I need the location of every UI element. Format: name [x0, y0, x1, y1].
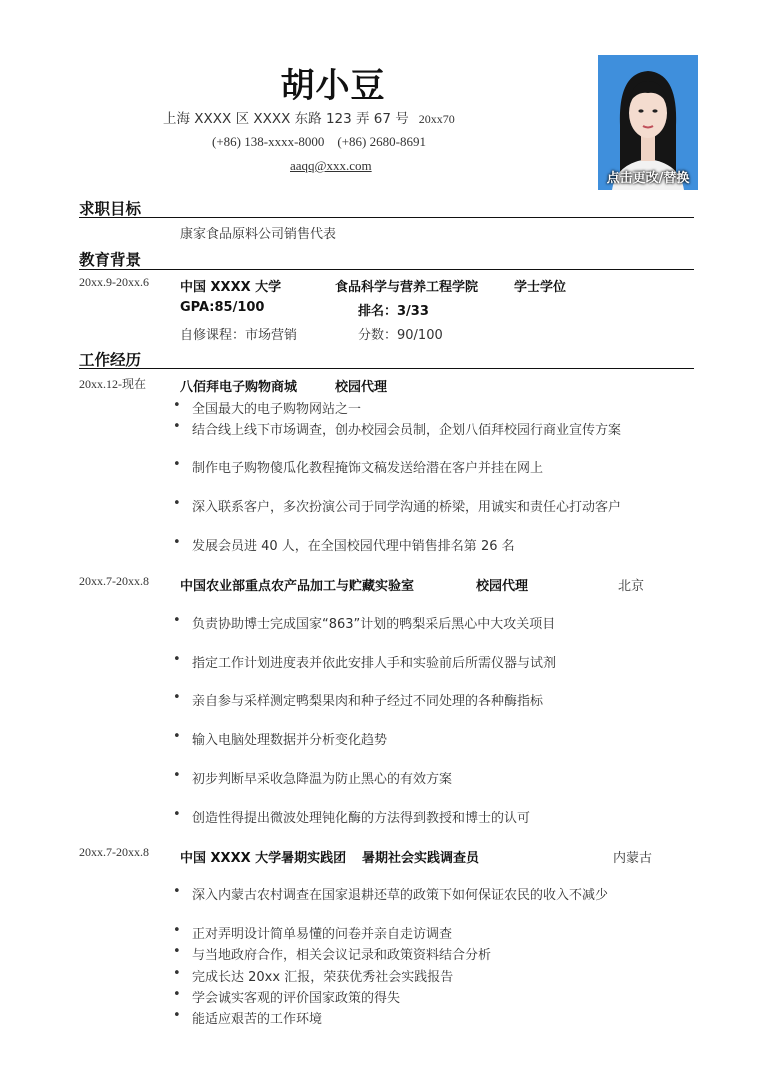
education-course: 自修课程：市场营销: [180, 328, 298, 343]
job-bullet: • 深入联系客户，多次扮演公司于同学沟通的桥梁，用诚实和责任心打动客户: [173, 496, 621, 515]
section-title-objective: 求职目标: [79, 200, 142, 218]
job-bullet: • 制作电子购物傻瓜化教程掩饰文稿发送给潜在客户并挂在网上: [173, 457, 543, 476]
job-bullet: • 输入电脑处理数据并分析变化趋势: [173, 729, 387, 748]
education-degree: 学士学位: [514, 280, 567, 295]
job-bullet: • 与当地政府合作，相关会议记录和政策资料结合分析: [173, 944, 491, 963]
job-location: 北京: [618, 579, 645, 594]
section-divider: [79, 269, 694, 270]
job-org: 中国 XXXX 大学暑期实践团: [180, 851, 347, 866]
job-org: 中国农业部重点农产品加工与贮藏实验室: [180, 579, 415, 594]
job-location: 内蒙古: [613, 851, 653, 866]
section-divider: [79, 368, 694, 369]
education-gpa: GPA:85/100: [180, 300, 265, 315]
objective-text: 康家食品原料公司销售代表: [180, 227, 337, 242]
section-divider: [79, 217, 694, 218]
job-bullet: • 正对弄明设计简单易懂的问卷并亲自走访调查: [173, 923, 452, 942]
job-bullet: • 初步判断早采收急降温为防止黑心的有效方案: [173, 768, 452, 787]
education-date: 20xx.9-20xx.6: [79, 275, 149, 289]
education-score: 分数：90/100: [358, 328, 443, 343]
job-role: 校园代理: [335, 380, 388, 395]
job-bullet: • 结合线上线下市场调查，创办校园会员制，企划八佰拜校园行商业宣传方案: [173, 419, 621, 438]
address-text: 上海 XXXX 区 XXXX 东路 123 弄 67 号: [163, 111, 409, 127]
resume-name: 胡小豆: [280, 66, 386, 106]
job-bullet: • 全国最大的电子购物网站之一: [173, 398, 361, 417]
job-bullet: • 学会诚实客观的评价国家政策的得失: [173, 987, 400, 1006]
education-college: 食品科学与营养工程学院: [335, 280, 479, 295]
photo-change-caption[interactable]: 点击更改/替换: [606, 171, 690, 186]
phone-line: (+86) 138-xxxx-8000 (+86) 2680-8691: [212, 134, 426, 149]
job-role: 暑期社会实践调查员: [362, 851, 480, 866]
address-tail: 20xx70: [418, 112, 455, 126]
email-link[interactable]: aaqq@xxx.com: [290, 158, 372, 173]
job-bullet: • 能适应艰苦的工作环境: [173, 1008, 322, 1027]
job-date: 20xx.7-20xx.8: [79, 845, 149, 859]
job-bullet: • 负责协助博士完成国家“863”计划的鸭梨采后黑心中大攻关项目: [173, 613, 555, 632]
job-org: 八佰拜电子购物商城: [180, 380, 298, 395]
job-bullet: • 亲自参与采样测定鸭梨果肉和种子经过不同处理的各种酶指标: [173, 690, 543, 709]
job-role: 校园代理: [476, 579, 529, 594]
section-title-work: 工作经历: [79, 351, 142, 369]
job-bullet: • 创造性得提出微波处理钝化酶的方法得到教授和博士的认可: [173, 807, 530, 826]
profile-photo[interactable]: [598, 55, 698, 190]
job-bullet: • 指定工作计划进度表并依此安排人手和实验前后所需仪器与试剂: [173, 652, 556, 671]
job-bullet: • 完成长达 20xx 汇报，荣获优秀社会实践报告: [173, 966, 453, 985]
job-date: 20xx.12-现在: [79, 377, 146, 391]
job-date: 20xx.7-20xx.8: [79, 574, 149, 588]
address-line: [163, 107, 455, 127]
job-bullet: • 发展会员进 40 人，在全国校园代理中销售排名第 26 名: [173, 535, 515, 554]
education-rank: 排名：3/33: [358, 304, 429, 319]
job-bullet: • 深入内蒙古农村调查在国家退耕还草的政策下如何保证农民的收入不减少: [173, 884, 608, 903]
education-school: 中国 XXXX 大学: [180, 280, 282, 295]
section-title-education: 教育背景: [79, 251, 142, 269]
